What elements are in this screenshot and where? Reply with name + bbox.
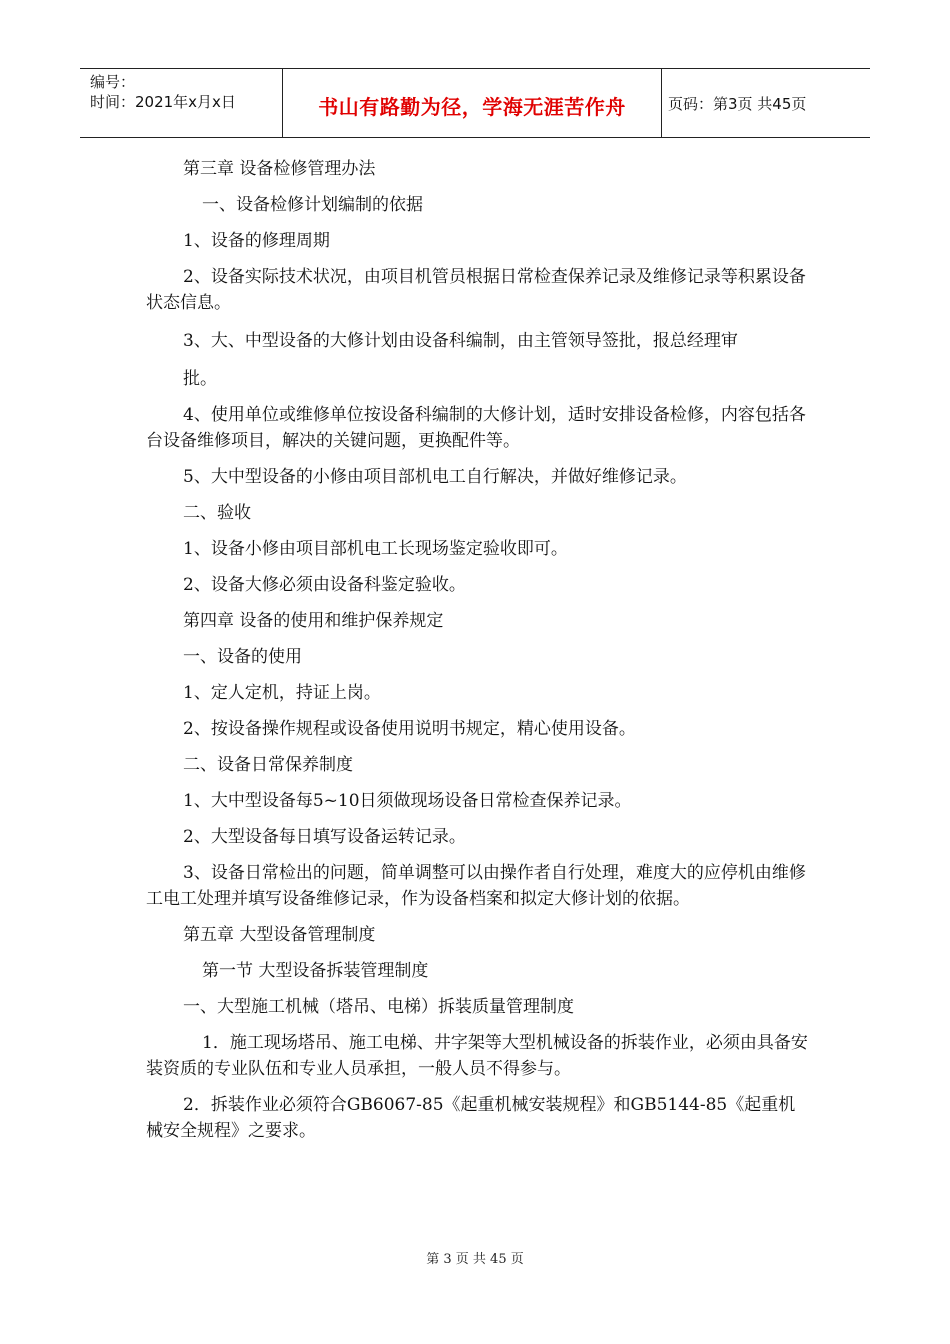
body-paragraph: 第一节 大型设备拆装管理制度 (202, 961, 429, 981)
body-paragraph: 2、设备实际技术状况，由项目机管员根据日常检查保养记录及维修记录等积累设备状态信息。 (146, 267, 806, 313)
header-left-cell (80, 69, 282, 137)
body-paragraph: 5、大中型设备的小修由项目部机电工自行解决，并做好维修记录。 (183, 467, 687, 487)
document-body (146, 156, 808, 1144)
document-time-label: 时间：2021年x月x日 (90, 93, 236, 111)
header-page-cell (662, 69, 870, 137)
body-paragraph: 2、按设备操作规程或设备使用说明书规定，精心使用设备。 (183, 719, 636, 739)
body-paragraph: 二、验收 (183, 503, 251, 523)
body-paragraph: 一、设备检修计划编制的依据 (202, 195, 423, 215)
header-page-info: 页码：第3页 共45页 (668, 95, 807, 113)
body-paragraph: 1、大中型设备每5~10日须做现场设备日常检查保养记录。 (183, 791, 632, 811)
document-number-label: 编号： (90, 73, 136, 91)
body-paragraph: 1、定人定机，持证上岗。 (183, 683, 381, 703)
body-paragraph: 第五章 大型设备管理制度 (183, 925, 376, 945)
body-paragraph: 第四章 设备的使用和维护保养规定 (183, 611, 444, 631)
body-paragraph: 一、大型施工机械（塔吊、电梯）拆装质量管理制度 (183, 997, 574, 1017)
header-motto: 书山有路勤为径，学海无涯苦作舟 (318, 95, 626, 119)
body-paragraph: 第三章 设备检修管理办法 (183, 159, 376, 179)
body-paragraph: 2．拆装作业必须符合GB6067-85《起重机械安装规程》和GB5144-85《起重机械安全规程》之要求。 (146, 1095, 796, 1141)
body-paragraph: 3、设备日常检出的问题，简单调整可以由操作者自行处理，难度大的应停机由维修工电工处理并填写设备维修记录，作为设备档案和拟定大修计划的依据。 (146, 863, 806, 909)
body-paragraph: 1、设备的修理周期 (183, 231, 330, 251)
body-paragraph: 2、大型设备每日填写设备运转记录。 (183, 827, 466, 847)
body-paragraph: 1．施工现场塔吊、施工电梯、井字架等大型机械设备的拆装作业，必须由具备安装资质的专业队伍和专业人员承担，一般人员不得参与。 (146, 1033, 808, 1079)
page-footer: 第 3 页 共 45 页 (426, 1252, 524, 1267)
header-motto-cell (282, 69, 662, 137)
body-paragraph: 一、设备的使用 (183, 647, 302, 667)
body-paragraph: 1、设备小修由项目部机电工长现场鉴定验收即可。 (183, 539, 568, 559)
body-paragraph: 4、使用单位或维修单位按设备科编制的大修计划，适时安排设备检修，内容包括各台设备维修项目，解决的关键问题，更换配件等。 (146, 405, 806, 451)
body-paragraph: 3、大、中型设备的大修计划由设备科编制，由主管领导签批，报总经理审 (183, 331, 738, 351)
body-paragraph: 2、设备大修必须由设备科鉴定验收。 (183, 575, 466, 595)
body-paragraph: 二、设备日常保养制度 (183, 755, 353, 775)
page-header (80, 68, 870, 138)
body-paragraph: 批。 (183, 369, 217, 389)
